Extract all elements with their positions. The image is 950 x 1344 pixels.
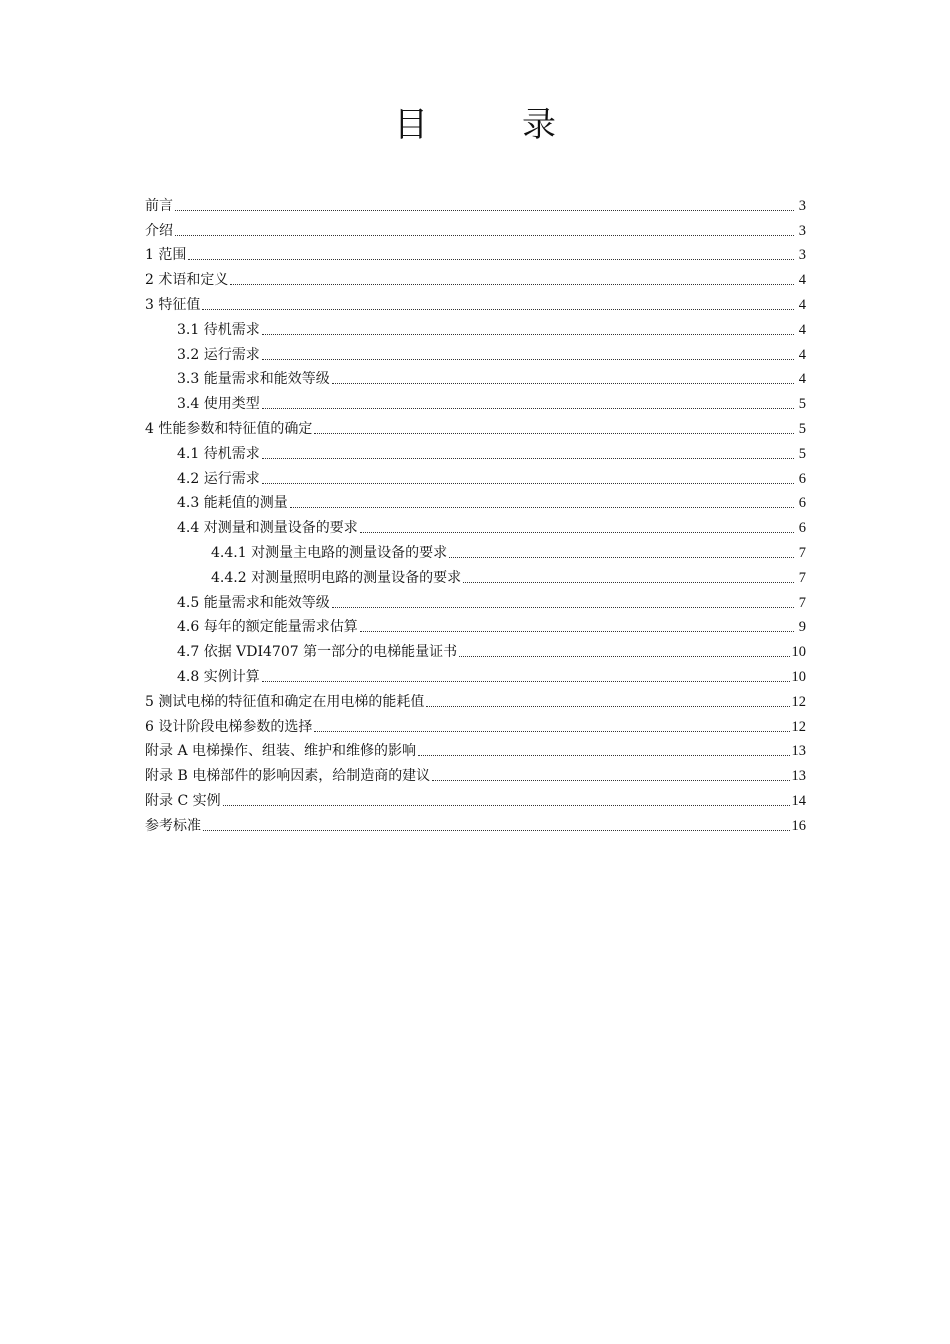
toc-dot-leader	[262, 334, 794, 335]
toc-entry-label: 参考标准	[145, 817, 201, 834]
toc-dot-leader	[202, 309, 794, 310]
toc-entry-label: 4.4.2 对测量照明电路的测量设备的要求	[211, 569, 462, 586]
toc-entry-page: 3	[798, 197, 806, 214]
toc-dot-leader	[230, 284, 794, 285]
toc-entry[interactable]	[145, 562, 806, 587]
toc-dot-leader	[463, 582, 794, 583]
toc-entry-page: 4	[798, 296, 806, 313]
toc-entry-page: 13	[791, 768, 806, 785]
toc-entry-page: 6	[798, 495, 806, 512]
toc-entry-page: 4	[798, 346, 806, 363]
toc-entry[interactable]	[145, 686, 806, 711]
toc-entry-page: 6	[798, 470, 806, 487]
toc-dot-leader	[175, 210, 794, 211]
toc-entry[interactable]	[145, 661, 806, 686]
toc-entry[interactable]	[145, 736, 806, 761]
toc-entry-page: 7	[798, 594, 806, 611]
toc-entry-page: 16	[791, 817, 806, 834]
toc-entry-label: 附录 B 电梯部件的影响因素，给制造商的建议	[145, 768, 431, 785]
toc-entry[interactable]	[145, 587, 806, 612]
toc-entry[interactable]	[145, 612, 806, 637]
toc-dot-leader	[449, 557, 794, 558]
toc-entry-label: 4.8 实例计算	[177, 668, 260, 685]
toc-entry-page: 10	[791, 644, 806, 661]
toc-entry[interactable]	[145, 264, 806, 289]
toc-entry-label: 3.4 使用类型	[177, 396, 260, 413]
toc-entry[interactable]	[145, 711, 806, 736]
toc-entry-label: 4.1 待机需求	[177, 445, 260, 462]
toc-entry-page: 12	[791, 693, 806, 710]
toc-entry-page: 6	[798, 520, 806, 537]
toc-entry-label: 3.1 待机需求	[177, 321, 260, 338]
toc-entry-label: 附录 C 实例	[145, 792, 221, 809]
toc-entry-label: 4 性能参数和特征值的确定	[145, 420, 313, 437]
toc-entry-label: 附录 A 电梯操作、组装、维护和维修的影响	[145, 743, 417, 760]
toc-entry-label: 4.3 能耗值的测量	[177, 495, 288, 512]
toc-entry[interactable]	[145, 785, 806, 810]
toc-entry-label: 4.4 对测量和测量设备的要求	[177, 520, 358, 537]
toc-entry[interactable]	[145, 512, 806, 537]
toc-dot-leader	[360, 532, 794, 533]
toc-entry-page: 14	[791, 792, 806, 809]
toc-entry[interactable]	[145, 636, 806, 661]
toc-entry-label: 1 范围	[145, 247, 187, 264]
toc-entry-label: 3.2 运行需求	[177, 346, 260, 363]
toc-dot-leader	[426, 706, 789, 707]
toc-dot-leader	[223, 805, 790, 806]
toc-dot-leader	[332, 383, 794, 384]
toc-entry-page: 3	[798, 247, 806, 264]
toc-entry-page: 4	[798, 272, 806, 289]
toc-entry[interactable]	[145, 537, 806, 562]
toc-entry-label: 前言	[145, 197, 173, 214]
toc-entry-page: 3	[798, 222, 806, 239]
toc-dot-leader	[290, 507, 794, 508]
toc-entry-label: 6 设计阶段电梯参数的选择	[145, 718, 313, 735]
toc-entry[interactable]	[145, 339, 806, 364]
toc-dot-leader	[262, 681, 790, 682]
toc-entry[interactable]	[145, 240, 806, 265]
toc-entry-page: 5	[798, 396, 806, 413]
toc-entry-label: 4.2 运行需求	[177, 470, 260, 487]
toc-entry[interactable]	[145, 413, 806, 438]
toc-entry-label: 3.3 能量需求和能效等级	[177, 371, 330, 388]
toc-entry[interactable]	[145, 463, 806, 488]
toc-entry-label: 4.5 能量需求和能效等级	[177, 594, 330, 611]
toc-entry[interactable]	[145, 364, 806, 389]
toc-entry[interactable]	[145, 215, 806, 240]
toc-dot-leader	[314, 731, 789, 732]
page-title: 目 录	[394, 105, 586, 145]
toc-dot-leader	[262, 483, 794, 484]
toc-entry[interactable]	[145, 810, 806, 835]
toc-entry-page: 10	[791, 668, 806, 685]
toc-dot-leader	[432, 780, 789, 781]
toc-dot-leader	[175, 235, 794, 236]
toc-entry-page: 12	[791, 718, 806, 735]
toc-entry[interactable]	[145, 438, 806, 463]
toc-entry-page: 5	[798, 445, 806, 462]
toc-entry-label: 4.7 依据 VDI4707 第一部分的电梯能量证书	[177, 644, 458, 661]
toc-entry-label: 4.4.1 对测量主电路的测量设备的要求	[211, 544, 448, 561]
toc-entry-page: 4	[798, 371, 806, 388]
toc-entry-label: 介绍	[145, 222, 173, 239]
toc-dot-leader	[418, 755, 789, 756]
toc-dot-leader	[459, 656, 789, 657]
toc-entry-label: 2 术语和定义	[145, 272, 229, 289]
toc-entry[interactable]	[145, 289, 806, 314]
toc-dot-leader	[188, 259, 794, 260]
toc-dot-leader	[262, 359, 794, 360]
toc-dot-leader	[360, 631, 794, 632]
toc-entry-label: 3 特征值	[145, 296, 201, 313]
toc-entry-page: 9	[798, 619, 806, 636]
toc-entry-page: 7	[798, 569, 806, 586]
toc-dot-leader	[262, 458, 794, 459]
toc-entry-page: 4	[798, 321, 806, 338]
toc-entry[interactable]	[145, 388, 806, 413]
toc-dot-leader	[203, 830, 790, 831]
toc-entry-page: 7	[798, 544, 806, 561]
toc-entry-label: 5 测试电梯的特征值和确定在用电梯的能耗值	[145, 693, 425, 710]
toc-entry-page: 13	[791, 743, 806, 760]
toc-entry-page: 5	[798, 420, 806, 437]
table-of-contents	[145, 190, 806, 835]
toc-dot-leader	[314, 433, 794, 434]
toc-entry[interactable]	[145, 190, 806, 215]
toc-entry[interactable]	[145, 314, 806, 339]
toc-dot-leader	[262, 408, 794, 409]
toc-entry[interactable]	[145, 488, 806, 513]
toc-dot-leader	[332, 607, 794, 608]
toc-entry-label: 4.6 每年的额定能量需求估算	[177, 619, 358, 636]
toc-entry[interactable]	[145, 760, 806, 785]
